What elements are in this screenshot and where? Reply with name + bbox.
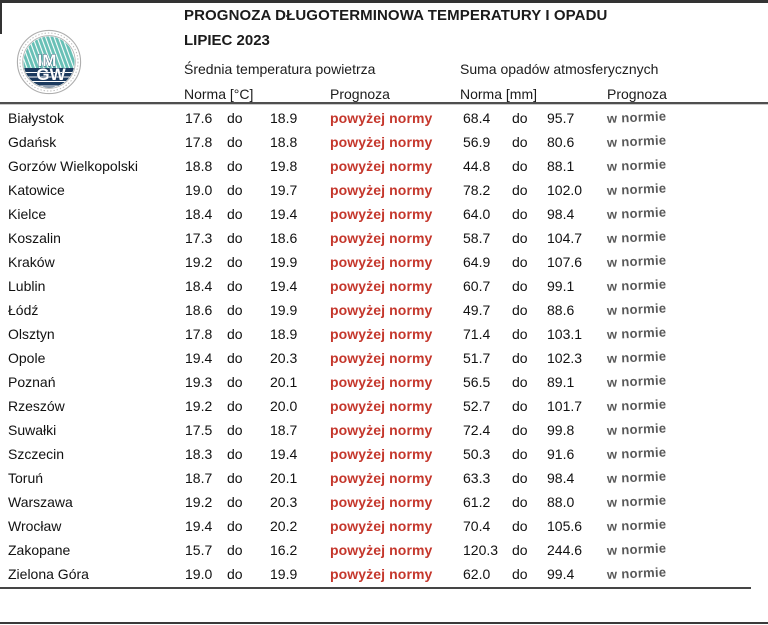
- temp-norm-max: 19.4: [270, 206, 298, 222]
- temperature-group-header: Średnia temperatura powietrza: [184, 61, 376, 77]
- temp-norm-max: 19.9: [270, 566, 298, 582]
- temp-norm-max: 18.7: [270, 422, 298, 438]
- precip-norm-max: 101.7: [547, 398, 583, 414]
- temp-norm-min: 17.8: [185, 326, 213, 342]
- temp-forecast-value: powyżej normy: [330, 446, 433, 462]
- svg-text:GW: GW: [36, 65, 66, 84]
- precip-norm-max: 102.3: [547, 350, 583, 366]
- table-row: [0, 418, 768, 442]
- precip-forecast-value: w normie: [606, 108, 667, 126]
- temp-range-separator: do: [227, 182, 243, 198]
- precip-norm-max: 99.8: [547, 422, 575, 438]
- temp-range-separator: do: [227, 134, 243, 150]
- precip-norm-min: 68.4: [463, 110, 491, 126]
- precip-forecast-value: w normie: [606, 324, 667, 342]
- temp-norm-max: 20.1: [270, 470, 298, 486]
- precip-norm-max: 88.6: [547, 302, 575, 318]
- temp-forecast-value: powyżej normy: [330, 206, 433, 222]
- temp-norm-max: 18.9: [270, 110, 298, 126]
- precip-forecast-value: w normie: [606, 396, 667, 414]
- precip-norm-min: 64.0: [463, 206, 491, 222]
- city-name: Kielce: [8, 206, 47, 222]
- precip-norm-max: 91.6: [547, 446, 575, 462]
- precip-range-separator: do: [512, 374, 528, 390]
- temp-range-separator: do: [227, 398, 243, 414]
- precip-norm-max: 88.0: [547, 494, 575, 510]
- table-row: [0, 562, 768, 586]
- temp-norm-column-header: Norma [°C]: [184, 86, 254, 102]
- precip-forecast-value: w normie: [606, 276, 667, 294]
- precip-forecast-value: w normie: [606, 540, 667, 558]
- table-row: [0, 394, 768, 418]
- precip-norm-max: 99.4: [547, 566, 575, 582]
- table-row: [0, 490, 768, 514]
- precip-forecast-value: w normie: [606, 156, 667, 174]
- temp-norm-min: 17.5: [185, 422, 213, 438]
- temp-forecast-value: powyżej normy: [330, 494, 433, 510]
- precip-norm-min: 51.7: [463, 350, 491, 366]
- temp-norm-min: 19.4: [185, 518, 213, 534]
- temp-range-separator: do: [227, 470, 243, 486]
- precip-norm-max: 89.1: [547, 374, 575, 390]
- temp-norm-max: 18.9: [270, 326, 298, 342]
- precip-norm-min: 120.3: [463, 542, 499, 558]
- forecast-table: [0, 106, 768, 586]
- city-name: Koszalin: [8, 230, 61, 246]
- precip-norm-min: 71.4: [463, 326, 491, 342]
- temp-forecast-value: powyżej normy: [330, 518, 433, 534]
- precip-forecast-value: w normie: [606, 228, 667, 246]
- precip-forecast-value: w normie: [606, 180, 667, 198]
- temp-forecast-value: powyżej normy: [330, 422, 433, 438]
- temp-norm-min: 19.4: [185, 350, 213, 366]
- temp-range-separator: do: [227, 422, 243, 438]
- precip-range-separator: do: [512, 566, 528, 582]
- temp-norm-max: 19.8: [270, 158, 298, 174]
- temp-forecast-value: powyżej normy: [330, 278, 433, 294]
- city-name: Toruń: [8, 470, 44, 486]
- temp-norm-min: 18.4: [185, 206, 213, 222]
- temp-norm-max: 16.2: [270, 542, 298, 558]
- city-name: Zakopane: [8, 542, 71, 558]
- precip-forecast-column-header: Prognoza: [607, 86, 667, 102]
- precip-range-separator: do: [512, 158, 528, 174]
- temp-range-separator: do: [227, 158, 243, 174]
- temp-norm-max: 19.9: [270, 254, 298, 270]
- temp-range-separator: do: [227, 446, 243, 462]
- temp-norm-min: 19.0: [185, 566, 213, 582]
- table-row: [0, 226, 768, 250]
- precip-range-separator: do: [512, 446, 528, 462]
- city-name: Suwałki: [8, 422, 57, 438]
- top-frame-line: [0, 0, 768, 3]
- precip-norm-max: 98.4: [547, 470, 575, 486]
- temp-forecast-value: powyżej normy: [330, 374, 433, 390]
- city-name: Białystok: [8, 110, 65, 126]
- table-row: [0, 442, 768, 466]
- temp-range-separator: do: [227, 374, 243, 390]
- city-name: Kraków: [8, 254, 55, 270]
- precip-range-separator: do: [512, 494, 528, 510]
- temp-norm-min: 17.3: [185, 230, 213, 246]
- temp-forecast-value: powyżej normy: [330, 302, 433, 318]
- table-row: [0, 106, 768, 130]
- precip-norm-min: 60.7: [463, 278, 491, 294]
- temp-norm-max: 19.7: [270, 182, 298, 198]
- city-name: Opole: [8, 350, 46, 366]
- temp-forecast-value: powyżej normy: [330, 134, 433, 150]
- svg-text:IM: IM: [37, 51, 57, 70]
- temp-norm-min: 18.4: [185, 278, 213, 294]
- precip-norm-min: 70.4: [463, 518, 491, 534]
- temp-forecast-value: powyżej normy: [330, 470, 433, 486]
- city-name: Wrocław: [8, 518, 62, 534]
- city-name: Warszawa: [8, 494, 73, 510]
- temp-forecast-value: powyżej normy: [330, 110, 433, 126]
- left-frame-tick: [0, 0, 2, 34]
- precip-range-separator: do: [512, 302, 528, 318]
- temp-range-separator: do: [227, 350, 243, 366]
- table-row: [0, 250, 768, 274]
- precip-range-separator: do: [512, 326, 528, 342]
- precip-norm-max: 95.7: [547, 110, 575, 126]
- city-name: Zielona Góra: [8, 566, 89, 582]
- temp-norm-min: 17.8: [185, 134, 213, 150]
- precip-norm-max: 105.6: [547, 518, 583, 534]
- table-row: [0, 514, 768, 538]
- precipitation-group-header: Suma opadów atmosferycznych: [460, 61, 659, 77]
- document-title: PROGNOZA DŁUGOTERMINOWA TEMPERATURY I OPADU: [184, 7, 608, 24]
- precip-norm-min: 44.8: [463, 158, 491, 174]
- temp-range-separator: do: [227, 230, 243, 246]
- temp-norm-min: 19.0: [185, 182, 213, 198]
- precip-forecast-value: w normie: [606, 348, 667, 366]
- precip-norm-min: 56.9: [463, 134, 491, 150]
- temp-norm-min: 19.2: [185, 494, 213, 510]
- precip-range-separator: do: [512, 350, 528, 366]
- temp-norm-max: 20.1: [270, 374, 298, 390]
- table-bottom-line: [0, 587, 751, 589]
- temp-range-separator: do: [227, 566, 243, 582]
- precip-norm-min: 72.4: [463, 422, 491, 438]
- precip-norm-max: 104.7: [547, 230, 583, 246]
- temp-range-separator: do: [227, 518, 243, 534]
- precip-norm-min: 56.5: [463, 374, 491, 390]
- precip-range-separator: do: [512, 230, 528, 246]
- table-row: [0, 202, 768, 226]
- city-name: Łódź: [8, 302, 39, 318]
- table-row: [0, 346, 768, 370]
- precip-norm-max: 103.1: [547, 326, 583, 342]
- precip-norm-max: 98.4: [547, 206, 575, 222]
- temp-norm-min: 19.2: [185, 254, 213, 270]
- temp-forecast-value: powyżej normy: [330, 230, 433, 246]
- precip-norm-min: 58.7: [463, 230, 491, 246]
- temp-forecast-column-header: Prognoza: [330, 86, 390, 102]
- temp-range-separator: do: [227, 302, 243, 318]
- precip-norm-min: 49.7: [463, 302, 491, 318]
- precip-range-separator: do: [512, 206, 528, 222]
- city-name: Szczecin: [8, 446, 65, 462]
- city-name: Gdańsk: [8, 134, 57, 150]
- precip-range-separator: do: [512, 278, 528, 294]
- temp-forecast-value: powyżej normy: [330, 566, 433, 582]
- precip-forecast-value: w normie: [606, 516, 667, 534]
- temp-norm-max: 20.3: [270, 494, 298, 510]
- temp-norm-min: 18.7: [185, 470, 213, 486]
- precip-norm-max: 88.1: [547, 158, 575, 174]
- precip-norm-min: 52.7: [463, 398, 491, 414]
- bottom-frame-line: [0, 622, 768, 624]
- temp-norm-max: 20.0: [270, 398, 298, 414]
- temp-range-separator: do: [227, 542, 243, 558]
- temp-range-separator: do: [227, 326, 243, 342]
- precip-forecast-value: w normie: [606, 420, 667, 438]
- temp-norm-max: 19.9: [270, 302, 298, 318]
- temp-forecast-value: powyżej normy: [330, 326, 433, 342]
- temp-norm-min: 19.2: [185, 398, 213, 414]
- precip-forecast-value: w normie: [606, 300, 667, 318]
- temp-range-separator: do: [227, 254, 243, 270]
- precip-norm-min: 50.3: [463, 446, 491, 462]
- precip-forecast-value: w normie: [606, 468, 667, 486]
- precip-norm-max: 99.1: [547, 278, 575, 294]
- precip-forecast-value: w normie: [606, 204, 667, 222]
- precip-range-separator: do: [512, 254, 528, 270]
- temp-range-separator: do: [227, 110, 243, 126]
- table-row: [0, 274, 768, 298]
- precip-forecast-value: w normie: [606, 444, 667, 462]
- precip-norm-max: 80.6: [547, 134, 575, 150]
- precip-norm-min: 61.2: [463, 494, 491, 510]
- temp-norm-max: 20.3: [270, 350, 298, 366]
- temp-forecast-value: powyżej normy: [330, 182, 433, 198]
- temp-norm-min: 17.6: [185, 110, 213, 126]
- temp-norm-min: 18.6: [185, 302, 213, 318]
- precip-range-separator: do: [512, 182, 528, 198]
- temp-range-separator: do: [227, 206, 243, 222]
- precip-forecast-value: w normie: [606, 132, 667, 150]
- temp-norm-min: 15.7: [185, 542, 213, 558]
- precip-norm-min: 78.2: [463, 182, 491, 198]
- city-name: Lublin: [8, 278, 46, 294]
- precip-range-separator: do: [512, 518, 528, 534]
- table-row: [0, 154, 768, 178]
- temp-norm-max: 18.8: [270, 134, 298, 150]
- precip-range-separator: do: [512, 422, 528, 438]
- table-row: [0, 538, 768, 562]
- temp-forecast-value: powyżej normy: [330, 158, 433, 174]
- temp-range-separator: do: [227, 278, 243, 294]
- temp-norm-min: 18.3: [185, 446, 213, 462]
- precip-norm-min: 64.9: [463, 254, 491, 270]
- precip-norm-max: 244.6: [547, 542, 583, 558]
- precip-range-separator: do: [512, 470, 528, 486]
- temp-norm-max: 19.4: [270, 446, 298, 462]
- temp-range-separator: do: [227, 494, 243, 510]
- precip-range-separator: do: [512, 542, 528, 558]
- temp-norm-max: 18.6: [270, 230, 298, 246]
- precip-forecast-value: w normie: [606, 372, 667, 390]
- precip-norm-min: 63.3: [463, 470, 491, 486]
- temp-norm-min: 19.3: [185, 374, 213, 390]
- temp-forecast-value: powyżej normy: [330, 254, 433, 270]
- imgw-logo-icon: [16, 29, 82, 95]
- city-name: Rzeszów: [8, 398, 65, 414]
- precip-norm-min: 62.0: [463, 566, 491, 582]
- precip-range-separator: do: [512, 398, 528, 414]
- precip-norm-max: 102.0: [547, 182, 583, 198]
- temp-norm-max: 19.4: [270, 278, 298, 294]
- table-row: [0, 130, 768, 154]
- precip-range-separator: do: [512, 110, 528, 126]
- precip-range-separator: do: [512, 134, 528, 150]
- temp-forecast-value: powyżej normy: [330, 398, 433, 414]
- temp-forecast-value: powyżej normy: [330, 542, 433, 558]
- precip-norm-max: 107.6: [547, 254, 583, 270]
- city-name: Katowice: [8, 182, 65, 198]
- temp-forecast-value: powyżej normy: [330, 350, 433, 366]
- table-row: [0, 322, 768, 346]
- table-row: [0, 178, 768, 202]
- temp-norm-max: 20.2: [270, 518, 298, 534]
- city-name: Gorzów Wielkopolski: [8, 158, 138, 174]
- table-row: [0, 370, 768, 394]
- temp-norm-min: 18.8: [185, 158, 213, 174]
- precip-norm-column-header: Norma [mm]: [460, 86, 537, 102]
- precip-forecast-value: w normie: [606, 492, 667, 510]
- city-name: Poznań: [8, 374, 56, 390]
- precip-forecast-value: w normie: [606, 252, 667, 270]
- precip-forecast-value: w normie: [606, 564, 667, 582]
- city-name: Olsztyn: [8, 326, 55, 342]
- table-row: [0, 466, 768, 490]
- table-row: [0, 298, 768, 322]
- forecast-period: LIPIEC 2023: [184, 32, 270, 49]
